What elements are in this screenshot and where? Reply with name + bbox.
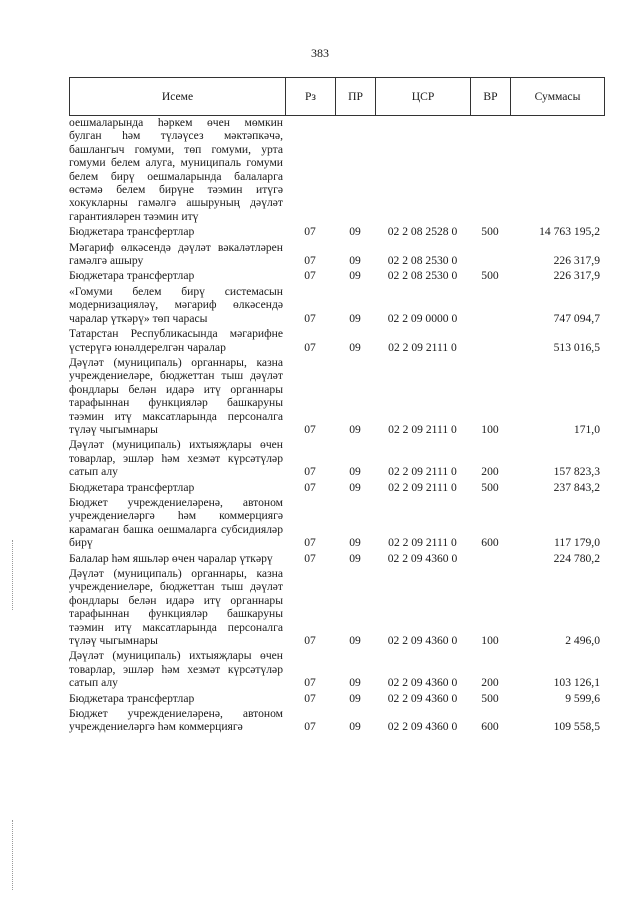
table-row [69,436,604,478]
row-sum: 747 094,7 [553,311,600,325]
row-csr: 02 2 08 2528 0 [387,225,458,239]
row-sum: 157 823,3 [553,465,600,479]
row-sum: 117 179,0 [554,536,600,550]
row-pr: 09 [349,480,361,494]
row-name: Бюджетара трансфертлар [69,480,195,494]
table-row [69,705,604,734]
row-pr: 09 [349,676,361,690]
row-pr: 09 [349,720,361,734]
row-pr: 09 [349,422,361,436]
row-rz [285,116,335,223]
margin-mark [12,540,15,610]
row-csr: 02 2 09 4360 0 [387,691,458,705]
table-row [69,565,604,647]
margin-mark [12,820,15,890]
table-header [69,77,605,116]
row-pr: 09 [349,225,361,239]
header-name: Исеме [70,78,286,116]
row-vr: 100 [481,422,499,436]
row-csr: 02 2 09 2111 0 [388,422,457,436]
row-rz: 07 [304,480,316,494]
row-sum: 9 599,6 [565,691,600,705]
row-vr: 600 [481,536,499,550]
row-name: Бюджетара трансфертлар [69,691,195,705]
row-csr: 02 2 08 2530 0 [387,269,458,283]
row-rz: 07 [304,551,316,565]
row-vr: 100 [481,634,499,648]
row-sum: 171,0 [573,422,600,436]
row-csr: 02 2 09 4360 0 [387,551,458,565]
row-csr: 02 2 09 2111 0 [388,465,457,479]
page-number: 383 [311,46,329,60]
row-csr: 02 2 09 4360 0 [387,676,458,690]
row-pr [335,116,375,223]
row-vr: 500 [481,480,499,494]
table-row [69,550,604,565]
row-pr: 09 [349,634,361,648]
row-rz: 07 [304,676,316,690]
row-vr: 500 [481,269,499,283]
row-vr [470,550,510,565]
table-row [69,239,604,268]
table-row [69,479,604,494]
row-pr: 09 [349,254,361,268]
header-sum: Суммасы [511,78,605,116]
row-name: Дәүләт (муниципаль) органнары, казна учреждениеләре, бюджеттан тыш дәүләт фондлары белән идарә итү органнары тарафыннан функцияләр башкаруны тәэмин итү максатларында персоналга түләү чыгымнары [69,355,283,436]
row-rz: 07 [304,634,316,648]
row-rz: 07 [304,422,316,436]
row-pr: 09 [349,536,361,550]
row-name: «Гомуми белем бирү системасын модернизацияләү, мәгариф өлкәсендә чаралар үткәрү» төп чарасы [69,284,283,325]
row-vr: 500 [481,691,499,705]
row-sum: 109 558,5 [553,720,600,734]
row-sum: 226 317,9 [553,254,600,268]
row-name: Бюджет учреждениеләренә, автоном учреждениеләргә һәм коммерциягә [69,707,283,734]
table-row [69,494,604,550]
row-pr: 09 [349,691,361,705]
row-rz: 07 [304,269,316,283]
row-sum: 103 126,1 [553,676,600,690]
row-csr: 02 2 09 2111 0 [388,340,457,354]
row-name: Дәүләт (муниципаль) ихтыяҗлары өчен товарлар, эшләр һәм хезмәт күрсәтүләр сатып алу [69,438,283,479]
row-sum: 2 496,0 [565,634,600,648]
row-sum: 14 763 195,2 [539,225,600,239]
table-row [69,283,604,325]
row-rz: 07 [304,340,316,354]
row-pr: 09 [349,340,361,354]
row-rz: 07 [304,311,316,325]
row-rz: 07 [304,225,316,239]
row-name: Балалар һәм яшьләр өчен чаралар үткәрү [69,551,273,565]
row-vr: 200 [481,465,499,479]
table-row [69,690,604,705]
row-vr: 500 [481,225,499,239]
row-vr [470,283,510,325]
row-csr: 02 2 08 2530 0 [387,254,458,268]
header-vr: ВР [471,78,511,116]
header-rz: Рз [286,78,336,116]
row-csr: 02 2 09 0000 0 [387,311,458,325]
row-csr: 02 2 09 2111 0 [388,536,457,550]
header-pr: ПР [336,78,376,116]
row-csr: 02 2 09 2111 0 [388,480,457,494]
row-csr [375,116,470,223]
table-row [69,325,604,354]
row-sum [510,116,604,223]
row-sum: 237 843,2 [553,480,600,494]
header-csr: ЦСР [376,78,471,116]
table-row [69,116,604,223]
row-csr: 02 2 09 4360 0 [387,634,458,648]
row-rz: 07 [304,254,316,268]
row-sum: 513 016,5 [553,340,600,354]
row-name: Дәүләт (муниципаль) органнары, казна учреждениеләре, бюджеттан тыш дәүләт фондлары белән идарә итү органнары тарафыннан функцияләр башкаруны тәэмин итү максатларында персоналга түләү чыгымнары [69,567,283,648]
table-row [69,647,604,689]
row-pr: 09 [349,465,361,479]
row-pr: 09 [349,269,361,283]
row-sum: 224 780,2 [553,551,600,565]
row-name: Мәгариф өлкәсендә дәүләт вәкаләтләрен гамәлгә ашыру [69,240,283,268]
table-row [69,354,604,436]
row-rz: 07 [304,691,316,705]
row-sum: 226 317,9 [553,269,600,283]
row-name: Дәүләт (муниципаль) ихтыяҗлары өчен товарлар, эшләр һәм хезмәт күрсәтүләр сатып алу [69,649,283,690]
row-name: Бюджетара трансфертлар [69,225,195,239]
row-rz: 07 [304,536,316,550]
row-vr [470,239,510,268]
row-name: Татарстан Республикасында мәгарифне үстерүгә юнәлдерелгән чаралар [69,327,283,354]
row-vr: 600 [481,720,499,734]
row-name: Бюджет учреждениеләренә, автоном учреждениеләргә һәм коммерциягә карамаган башка оешмаларга субсидияләр бирү [69,495,283,550]
row-pr: 09 [349,551,361,565]
table-row [69,267,604,282]
row-csr: 02 2 09 4360 0 [387,720,458,734]
row-rz: 07 [304,720,316,734]
row-vr [470,116,510,223]
budget-table [69,116,604,734]
row-name: Бюджетара трансфертлар [69,269,195,283]
row-vr: 200 [481,676,499,690]
row-vr [470,325,510,354]
row-name: оешмаларында һәркем өчен мөмкин булган һәм түләүсез мәктәпкәчә, башлангыч гомуми, төп гомуми, урта гомуми белем алуга, муниципаль гомуми белем бирү оешмаларында балаларга өстәмә белем бирүне тәэмин итүгә хокукларны гамәлгә ашыруның дәүләт гарантияләрен тәэмин итү [69,116,283,223]
table-row [69,223,604,238]
row-rz: 07 [304,465,316,479]
row-pr: 09 [349,311,361,325]
